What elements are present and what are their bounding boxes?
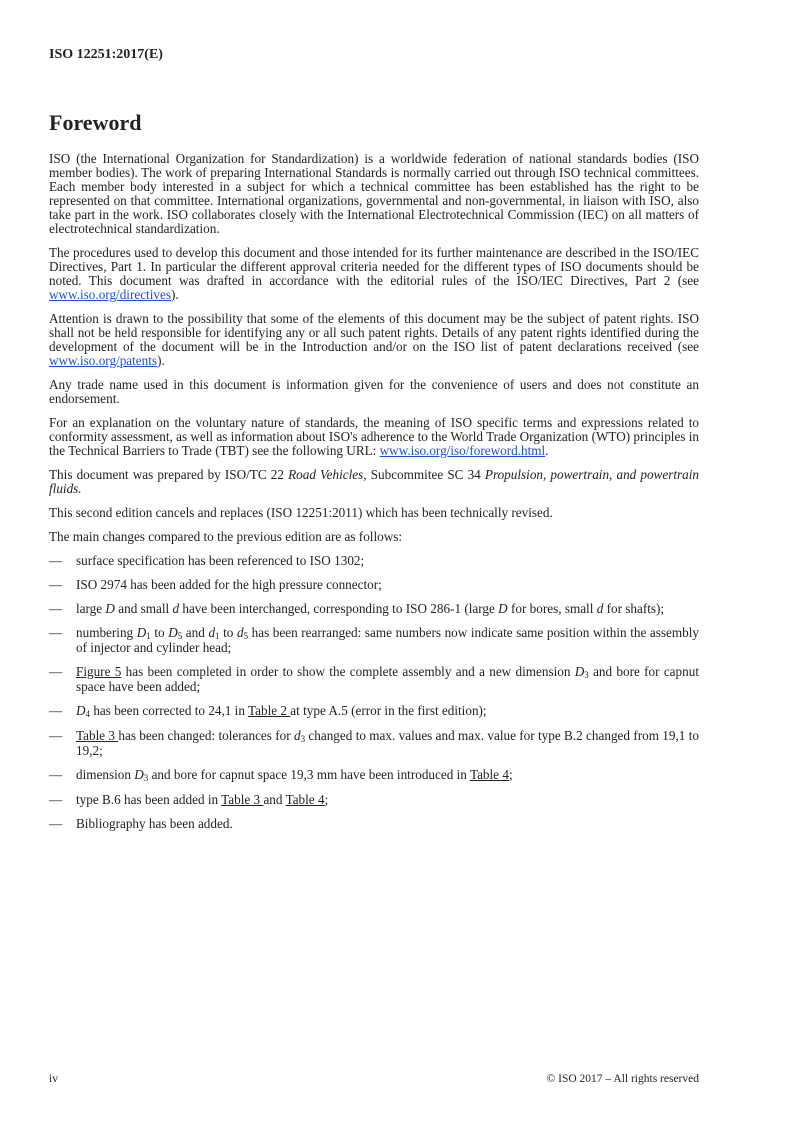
url-link[interactable]: www.iso.org/directives	[49, 287, 171, 302]
subscript: 3	[584, 670, 589, 680]
cross-reference-link[interactable]: Table 3	[221, 792, 264, 807]
text-run: .	[545, 443, 549, 458]
text-run: and	[182, 625, 209, 640]
italic-text: D	[574, 664, 585, 679]
subscript: 3	[143, 773, 149, 783]
text-run: dimension	[76, 767, 135, 782]
text-run: and bore for capnut space have been added;	[76, 664, 699, 694]
list-item-text	[76, 554, 699, 568]
document-id-header: ISO 12251:2017(E)	[49, 47, 163, 62]
list-item-text	[76, 626, 699, 655]
paragraph	[49, 378, 699, 406]
text-run: Attention is drawn to the possibility that some of the elements of this document may be the subject of patent rights. ISO shall not be held responsible for identifying any or all such patent rights. Details of any patent rights identified during the development of the document will be in the Introduction and/or on the ISO list of patent declarations received (see	[49, 311, 699, 354]
list-item-text	[76, 793, 699, 807]
foreword-body	[49, 152, 699, 841]
url-link[interactable]: www.iso.org/patents	[49, 353, 158, 368]
list-item	[49, 817, 699, 831]
italic-text: D	[134, 767, 144, 782]
text-run: have been interchanged, corresponding to ISO 286-1 (large	[179, 601, 499, 616]
list-item	[49, 768, 699, 783]
subscript: 5	[243, 631, 249, 641]
text-run: This second edition cancels and replaces (ISO 12251:2011) which has been technically revised.	[49, 505, 553, 520]
subscript: 4	[85, 709, 91, 719]
text-run: has been completed in order to show the complete assembly and a new dimension	[121, 664, 575, 679]
page-footer	[49, 1048, 699, 1086]
list-item	[49, 665, 699, 694]
text-run: ;	[508, 767, 513, 782]
list-item-text	[76, 729, 699, 758]
cross-reference-link[interactable]: Table 4	[285, 792, 325, 807]
text-run: for bores, small	[507, 601, 597, 616]
text-run: ISO 2974 has been added for the high pressure connector;	[76, 577, 382, 592]
paragraph	[49, 152, 699, 236]
italic-text: D	[136, 625, 147, 640]
subscript: 3	[300, 734, 306, 744]
text-run: type B.6 has been added in	[76, 792, 222, 807]
subscript: 1	[146, 631, 151, 641]
text-run: numbering	[76, 625, 137, 640]
changes-list	[49, 554, 699, 831]
list-item-text	[76, 578, 699, 592]
paragraph	[49, 506, 699, 520]
list-dash: —	[49, 601, 63, 616]
list-dash: —	[49, 664, 63, 679]
cross-reference-link[interactable]: Table 2	[248, 703, 291, 718]
paragraph	[49, 312, 699, 368]
text-run: ISO (the International Organization for Standardization) is a worldwide federation of national standards bodies (ISO member bodies). The work of preparing International Standards is normally carried out through ISO technical committees. Each member body interested in a subject for which a technical committee has been established has the right to be represented on that committee. International organizations, governmental and non-governmental, in liaison with ISO, also take part in the work. ISO collaborates closely with the International Electrotechnical Commission (IEC) on all matters of electrotechnical standardization.	[49, 151, 699, 236]
paragraph	[49, 246, 699, 302]
list-dash: —	[49, 553, 63, 568]
list-item-text	[76, 704, 699, 719]
text-run: Bibliography has been added.	[76, 816, 233, 831]
italic-text: d	[172, 601, 180, 616]
cross-reference-link[interactable]: Figure 5	[76, 664, 122, 679]
list-item	[49, 793, 699, 807]
text-run: for shafts);	[603, 601, 665, 616]
text-run: large	[76, 601, 106, 616]
text-run: ).	[157, 353, 165, 368]
text-run: Any trade name used in this document is information given for the convenience of users and does not constitute an endorsement.	[49, 377, 699, 406]
italic-text: D	[105, 601, 115, 616]
text-run: has been corrected to 24,1 in	[90, 703, 248, 718]
text-run: ;	[324, 792, 329, 807]
list-dash: —	[49, 767, 63, 782]
list-item	[49, 704, 699, 719]
list-item	[49, 554, 699, 568]
text-run: and bore for capnut space 19,3 mm have been introduced in	[148, 767, 470, 782]
text-run: and small	[114, 601, 173, 616]
italic-text: Propulsion, powertrain, and powertrain fluids.	[49, 467, 699, 496]
copyright-notice: © ISO 2017 – All rights reserved	[546, 1073, 699, 1085]
cross-reference-link[interactable]: Table 3	[76, 728, 119, 743]
paragraph	[49, 416, 699, 458]
list-item-text	[76, 665, 699, 694]
url-link[interactable]: www.iso.org/iso/foreword.html	[379, 443, 546, 458]
text-run: For an explanation on the voluntary nature of standards, the meaning of ISO specific terms and expressions related to conformity assessment, as well as information about ISO's adherence to the World Trade Organization (WTO) principles in the Technical Barriers to Trade (TBT) see the following URL:	[49, 415, 699, 458]
italic-text: D	[498, 601, 508, 616]
list-dash: —	[49, 703, 63, 718]
list-item	[49, 626, 699, 655]
list-item	[49, 578, 699, 592]
italic-text: d	[596, 601, 604, 616]
text-run: to	[150, 625, 169, 640]
section-title: Foreword	[49, 110, 142, 135]
list-dash: —	[49, 625, 63, 640]
text-run: The procedures used to develop this document and those intended for its further maintenance are described in the ISO/IEC Directives, Part 1. In particular the different approval criteria needed for the different types of ISO documents should be noted. This document was drafted in accordance with the editorial rules of the ISO/IEC Directives, Part 2 (see	[49, 245, 699, 288]
list-dash: —	[49, 816, 63, 831]
page-number: iv	[49, 1073, 58, 1085]
text-run: has been rearranged: same numbers now indicate same position within the assembly of injector and cylinder head;	[76, 625, 700, 655]
text-run: to	[219, 625, 237, 640]
text-run: and	[263, 792, 286, 807]
list-item-text	[76, 817, 699, 831]
text-run: at type A.5 (error in the first edition);	[290, 703, 487, 718]
paragraph	[49, 468, 699, 496]
text-run: This document was prepared by ISO/TC 22	[49, 467, 289, 482]
italic-text: d	[208, 625, 216, 640]
paragraphs	[49, 152, 699, 544]
list-dash: —	[49, 728, 63, 743]
list-item-text	[76, 602, 699, 616]
text-run: ).	[170, 287, 179, 302]
list-item-text	[76, 768, 699, 783]
list-dash: —	[49, 792, 63, 807]
list-dash: —	[49, 577, 63, 592]
text-run: The main changes compared to the previous edition are as follows:	[49, 529, 403, 544]
italic-text: D	[76, 703, 86, 718]
text-run: , Subcommitee SC 34	[363, 467, 485, 482]
paragraph	[49, 530, 699, 544]
italic-text: d	[293, 728, 301, 743]
cross-reference-link[interactable]: Table 4	[469, 767, 509, 782]
list-item	[49, 602, 699, 616]
list-item	[49, 729, 699, 758]
subscript: 1	[215, 631, 220, 641]
text-run: surface specification has been referenced to ISO 1302;	[76, 553, 365, 568]
text-run: changed to max. values and max. value for type B.2 changed from 19,1 to 19,2;	[76, 728, 699, 758]
text-run: has been changed: tolerances for	[118, 728, 294, 743]
italic-text: Road Vehicles	[288, 467, 364, 482]
italic-text: d	[236, 625, 244, 640]
italic-text: D	[168, 625, 178, 640]
subscript: 5	[177, 631, 183, 641]
